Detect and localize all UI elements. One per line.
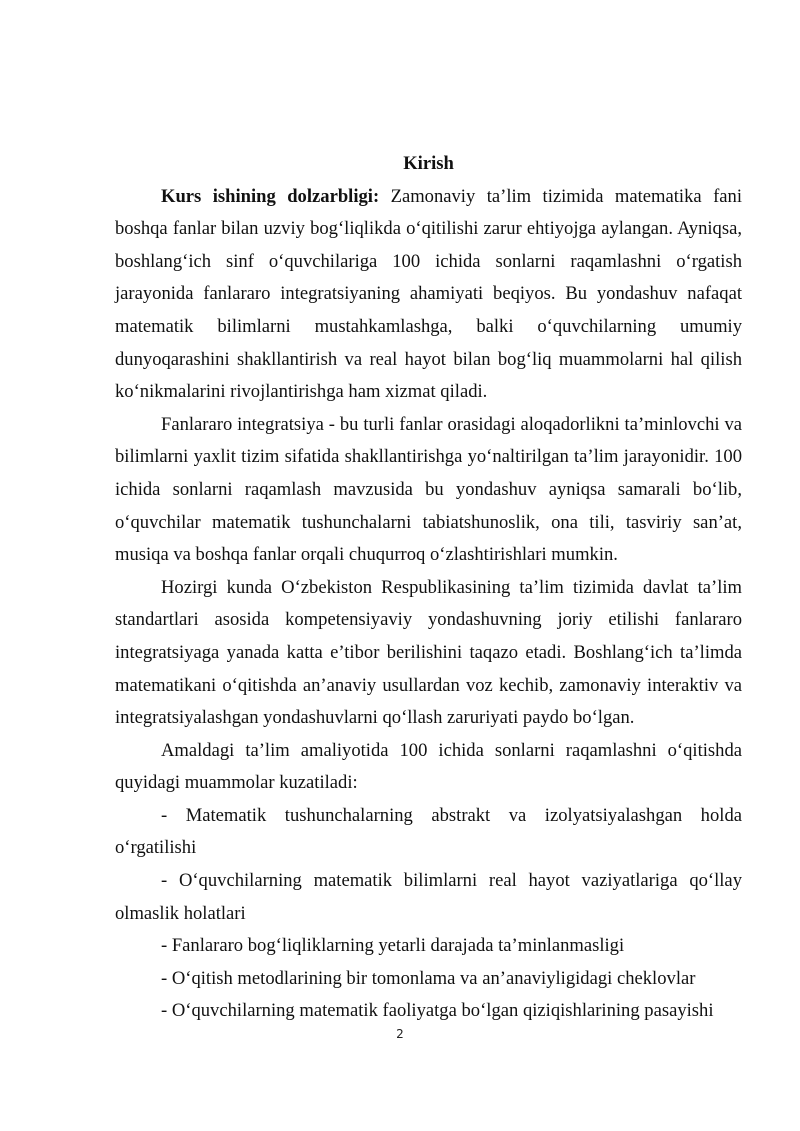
list-item: - O‘qitish metodlarining bir tomonlama va an’anaviyligidagi cheklovlar [161,967,696,989]
intro-paragraph [115,181,742,409]
document-page [115,148,742,1028]
page-number: 2 [396,1027,404,1041]
paragraph: Hozirgi kunda O‘zbekiston Respublikasining ta’lim tizimida davlat ta’lim standartlari asosida kompetensiyaviy yondashuvning joriy etilishi fanlararo integratsiyaga yanada katta e’tibor berilishini taqazo etadi. Boshlang‘ich ta’limda matematikani o‘qitishda an’anaviy usullardan voz kechib, zamonaviy interaktiv va integratsiyalashgan yondashuvlarni qo‘llash zaruriyati paydo bo‘lgan. [115,576,742,729]
list-item: - Fanlararo bog‘liqliklarning yetarli darajada ta’minlanmasligi [161,935,625,957]
paragraph: Fanlararo integratsiya - bu turli fanlar orasidagi aloqadorlikni ta’minlovchi va bilimlarni yaxlit tizim sifatida shakllantirishga yo‘naltirilgan ta’lim jarayonidir. 100 ichida sonlarni raqamlash mavzusida bu yondashuv ayniqsa samarali bo‘lib, o‘quvchilar matematik tushunchalarni tabiatshunoslik, ona tili, tasviriy san’at, musiqa va boshqa fanlar orqali chuqurroq o‘zlashtirishlari mumkin. [115,413,742,566]
list-item: - Matematik tushunchalarning abstrakt va izolyatsiyalashgan holda o‘rgatilishi [115,804,742,859]
paragraph: Amaldagi ta’lim amaliyotida 100 ichida sonlarni raqamlashni o‘qitishda quyidagi muammolar kuzatiladi: [115,739,742,794]
list-item: - O‘quvchilarning matematik faoliyatga bo‘lgan qiziqishlarining pasayishi [161,1000,714,1022]
list-item: - O‘quvchilarning matematik bilimlarni real hayot vaziyatlariga qo‘llay olmaslik holatlari [115,870,742,924]
intro-text: Zamonaviy ta’lim tizimida matematika fani boshqa fanlar bilan uzviy bog‘liqlikda o‘qitilishi zarur ehtiyojga aylangan. Ayniqsa, boshlang‘ich sinf o‘quvchilariga 100 ichida sonlarni raqamlashni o‘rgatish jarayonida fanlararo integratsiyaning ahamiyati beqiyos. Bu yondashuv nafaqat matematik bilimlarni mustahkamlashga, balki o‘quvchilarning umumiy dunyoqarashini shakllantirish va real hayot bilan bog‘liq muammolarni hal qilish ko‘nikmalarini rivojlantirishga ham xizmat qiladi. [115,185,742,403]
section-title: Kirish [403,153,454,174]
intro-lead: Kurs ishining dolzarbligi: [161,185,380,207]
